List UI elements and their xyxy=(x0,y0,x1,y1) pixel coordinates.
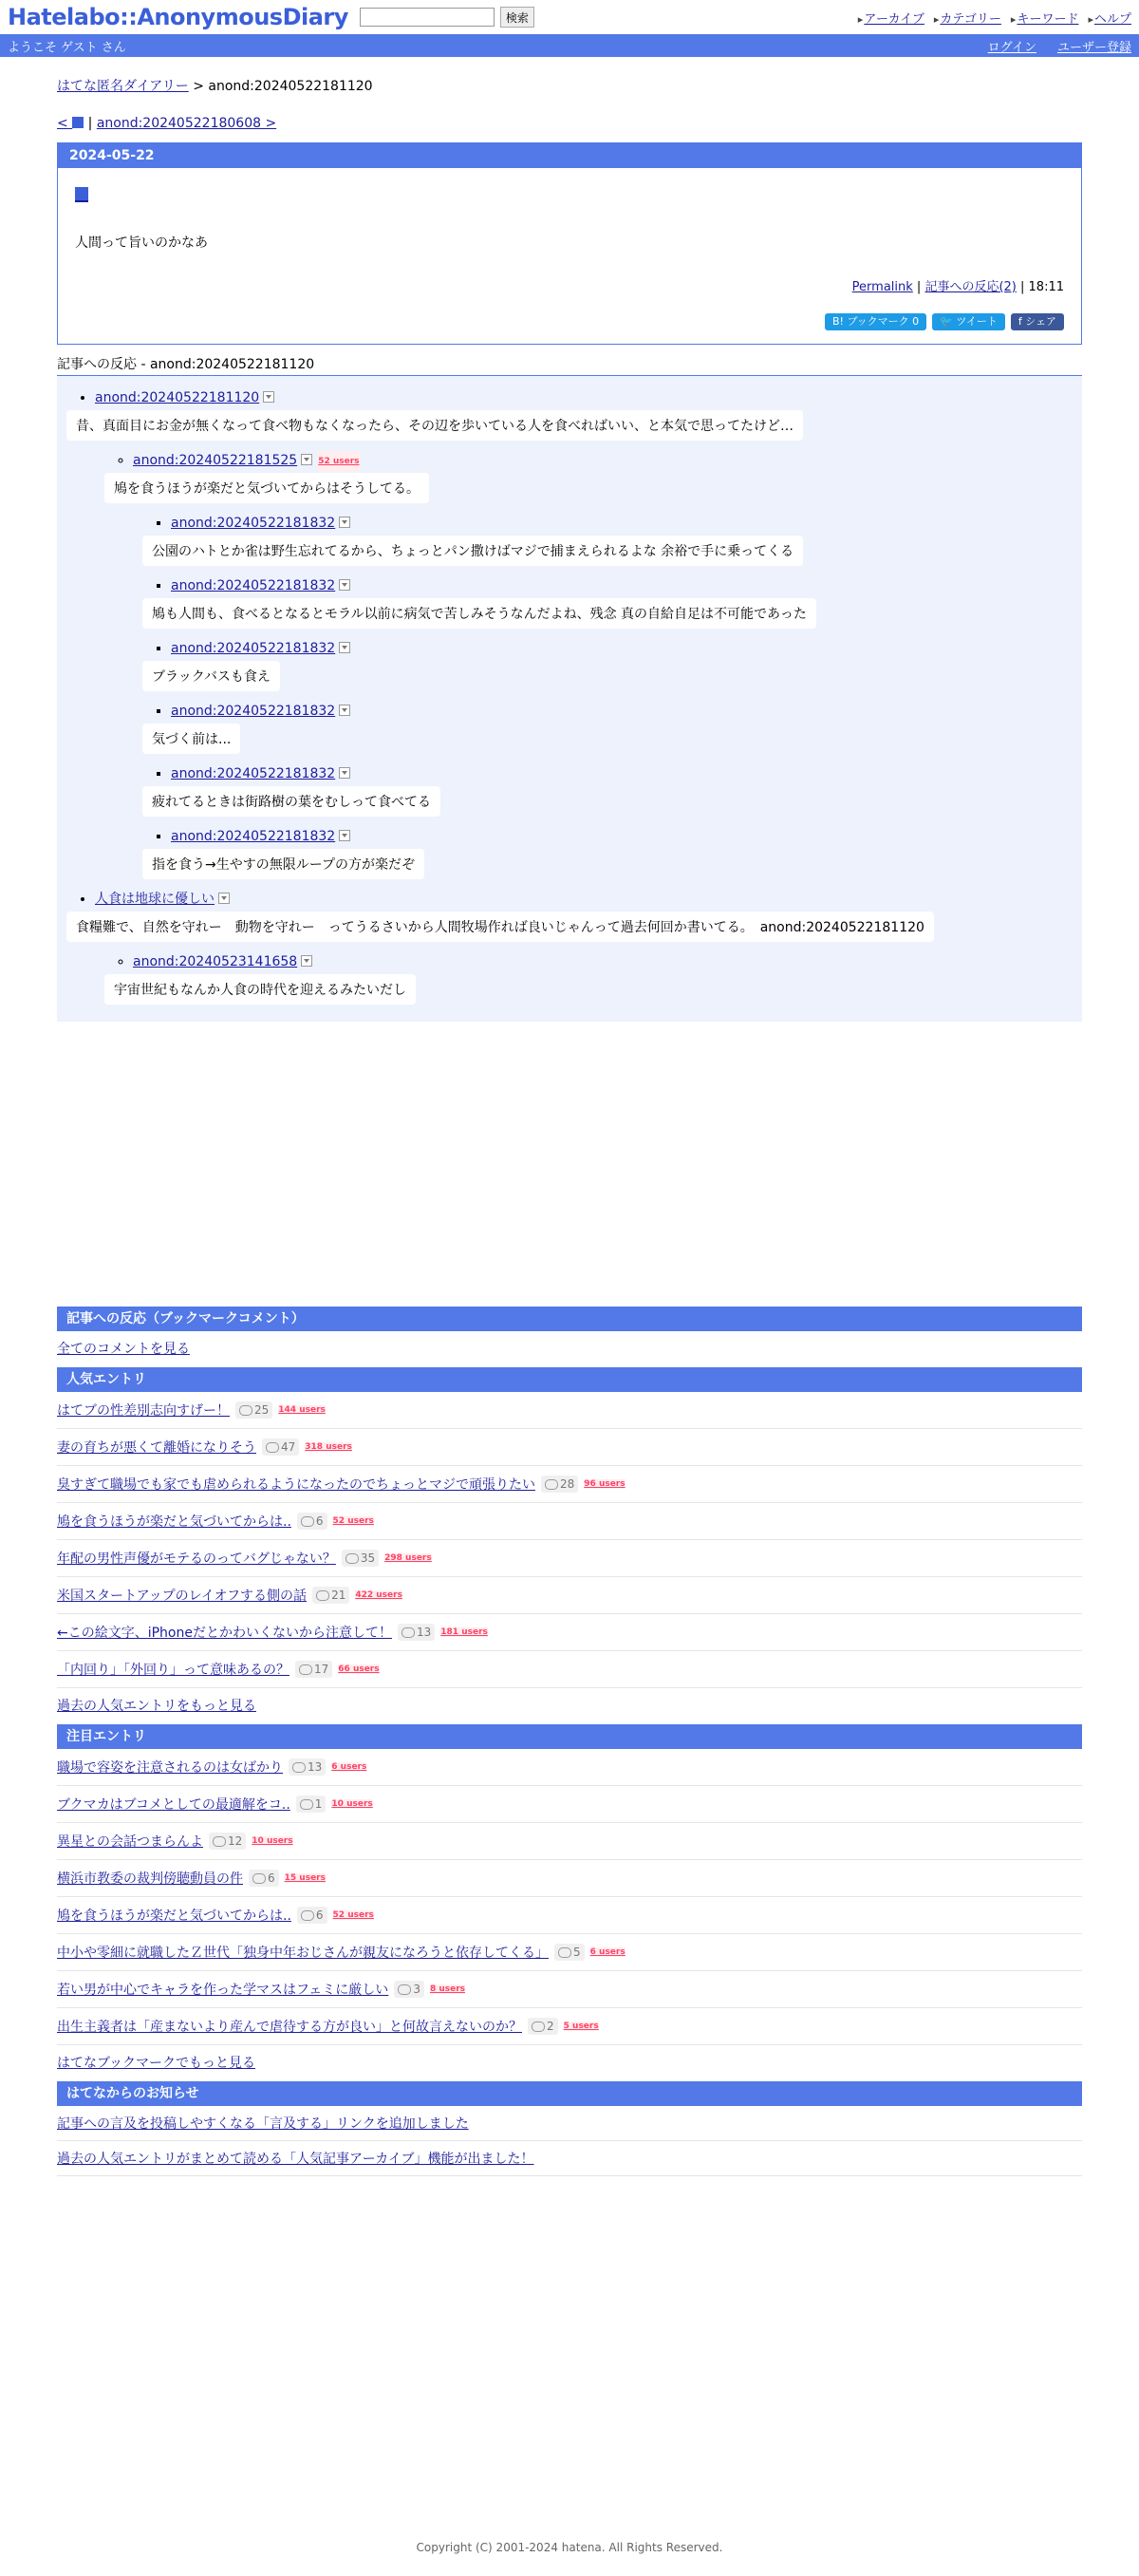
permalink[interactable]: Permalink xyxy=(851,280,913,294)
bookmark-comments-header: 記事への反応（ブックマークコメント） xyxy=(57,1307,1082,1331)
entry-row xyxy=(57,1786,1082,1823)
ref-text: 公園のハトとか雀は野生忘れてるから、ちょっとパン撒けばマジで捕まえられるよな 余裕で手に乗ってくる xyxy=(142,536,803,566)
next-link[interactable]: anond:20240522180608 > xyxy=(96,116,277,131)
entry-title[interactable]: 臭すぎて職場でも家でも虐められるようになったのでちょっとマジで頑張りたい xyxy=(57,1477,535,1493)
comment-count[interactable]: 17 xyxy=(295,1661,332,1678)
copyright: Copyright (C) 2001-2024 hatena. All Rights Reserved. xyxy=(416,2541,723,2554)
comment-icon xyxy=(300,1799,313,1810)
entry-row xyxy=(57,1614,1082,1651)
news-item xyxy=(57,2141,1082,2176)
users-badge[interactable]: 6 users xyxy=(589,1947,626,1957)
all-comments-link[interactable]: 全てのコメントを見る xyxy=(57,1342,190,1357)
news-header: はてなからのお知らせ xyxy=(57,2081,1082,2106)
entry-title[interactable]: 職場で容姿を注意されるのは女ばかり xyxy=(57,1760,283,1776)
ref-item xyxy=(152,575,1082,638)
ref-item xyxy=(76,889,1082,1014)
arrow-icon: ▸ xyxy=(933,12,940,26)
nav-category[interactable]: カテゴリー xyxy=(940,11,1001,27)
dropdown-icon[interactable] xyxy=(339,579,350,591)
hatebu-button[interactable]: B! ブックマーク 0 xyxy=(825,313,926,330)
comment-icon xyxy=(545,1479,558,1490)
comment-icon xyxy=(266,1442,279,1453)
users-badge[interactable]: 10 users xyxy=(331,1799,373,1809)
dropdown-icon[interactable] xyxy=(301,955,312,967)
entry-title[interactable]: 鳩を食うほうが楽だと気づいてからは.. xyxy=(57,1514,291,1530)
ref-text: 指を食う→生やすの無限ループの方が楽だぞ xyxy=(142,849,424,879)
bird-icon: 🐦 xyxy=(940,315,953,328)
nav-archive[interactable]: アーカイブ xyxy=(864,11,924,27)
comment-count[interactable]: 5 xyxy=(554,1944,585,1961)
comment-icon xyxy=(301,1910,314,1921)
entry-row xyxy=(57,1429,1082,1466)
entry-row xyxy=(57,1897,1082,1934)
users-badge[interactable]: 6 users xyxy=(331,1762,367,1772)
entry-title[interactable]: はてブの性差別志向すげー！ xyxy=(57,1403,230,1419)
ref-text: 昔、真面目にお金が無くなって食べ物もなくなったら、その辺を歩いている人を食べればいい、と本気で思ってたけど… xyxy=(66,410,803,441)
prev-link[interactable]: < xyxy=(57,116,84,131)
ref-link[interactable]: 人食は地球に優しい xyxy=(95,892,215,907)
notable-more-link[interactable]: はてなブックマークでもっと見る xyxy=(57,2056,256,2071)
ref-text: 疲れてるときは街路樹の葉をむしって食べてる xyxy=(142,786,440,817)
entry-row xyxy=(57,1823,1082,1860)
entry-row xyxy=(57,1503,1082,1540)
ref-text: 鳩も人間も、食べるとなるとモラル以前に病気で苦しみそうなんだよね、残念 真の自給自足は不可能であった xyxy=(142,598,816,629)
users-badge[interactable]: 66 users xyxy=(338,1664,380,1674)
ref-item xyxy=(152,763,1082,826)
arrow-icon: ▸ xyxy=(857,12,864,26)
comment-count[interactable]: 47 xyxy=(262,1438,299,1456)
entry-date: 2024-05-22 xyxy=(58,143,1081,168)
entry-title[interactable]: 「内回り」「外回り」って意味あるの？ xyxy=(57,1663,289,1678)
dropdown-icon[interactable] xyxy=(301,454,312,465)
notable-header: 注目エントリ xyxy=(57,1724,1082,1749)
site-logo[interactable]: Hatelabo::AnonymousDiary xyxy=(8,4,348,30)
popular-header: 人気エントリ xyxy=(57,1367,1082,1392)
ref-link[interactable]: anond:20240522181832 xyxy=(171,578,336,593)
users-badge[interactable]: 298 users xyxy=(384,1553,432,1563)
dropdown-icon[interactable] xyxy=(339,767,350,779)
dropdown-icon[interactable] xyxy=(339,642,350,653)
entry-footer: Permalink | 記事への反応(2) | 18:11 xyxy=(851,280,1064,294)
ref-link[interactable]: anond:20240522181832 xyxy=(171,766,336,781)
entry-row xyxy=(57,1971,1082,2008)
ref-text: 宇宙世紀もなんか人食の時代を迎えるみたいだし xyxy=(104,974,416,1005)
popular-more-link[interactable]: 過去の人気エントリをもっと見る xyxy=(57,1699,256,1714)
comment-count[interactable]: 13 xyxy=(398,1624,435,1641)
square-icon xyxy=(72,117,84,128)
entry-title[interactable]: 異星との会話つまらんよ xyxy=(57,1834,203,1850)
comment-icon xyxy=(301,1516,314,1527)
users-badge[interactable]: 144 users xyxy=(278,1405,326,1415)
users-badge[interactable]: 15 users xyxy=(284,1873,326,1883)
dropdown-icon[interactable] xyxy=(339,705,350,716)
users-badge[interactable]: 52 users xyxy=(332,1516,374,1526)
comment-icon xyxy=(252,1873,266,1884)
entry-title[interactable]: ←この絵文字、iPhoneだとかわいくないから注意して！ xyxy=(57,1626,392,1641)
entry-row xyxy=(57,1934,1082,1971)
entry-title[interactable]: 横浜市教委の裁判傍聴動員の件 xyxy=(57,1871,243,1887)
comment-count[interactable]: 6 xyxy=(249,1870,279,1887)
users-badge[interactable]: 181 users xyxy=(440,1627,488,1637)
comment-icon xyxy=(398,1984,411,1995)
entry-title[interactable]: 鳩を食うほうが楽だと気づいてからは.. xyxy=(57,1908,291,1924)
users-badge[interactable]: 5 users xyxy=(563,2021,599,2031)
entry-row xyxy=(57,1392,1082,1429)
pager: < | anond:20240522180608 > xyxy=(57,116,277,131)
ad-space xyxy=(57,1022,1082,1307)
users-badge[interactable]: 10 users xyxy=(252,1836,293,1846)
ref-item xyxy=(152,826,1082,889)
comment-icon xyxy=(345,1553,359,1564)
refs-link[interactable]: 記事への反応(2) xyxy=(924,280,1017,294)
users-badge[interactable]: 8 users xyxy=(429,1984,466,1994)
popular-list xyxy=(57,1392,1082,1688)
nav-help[interactable]: ヘルプ xyxy=(1093,11,1131,27)
comment-icon xyxy=(401,1627,415,1638)
entry-title-link[interactable] xyxy=(75,187,88,202)
entry-title[interactable]: 年配の男性声優がモテるのってバグじゃない？ xyxy=(57,1551,336,1567)
breadcrumb-home[interactable]: はてな匿名ダイアリー xyxy=(57,79,189,94)
entry-row xyxy=(57,1466,1082,1503)
users-badge[interactable]: 52 users xyxy=(318,451,359,472)
comment-icon xyxy=(292,1762,306,1773)
ref-item xyxy=(152,513,1082,575)
users-badge[interactable]: 52 users xyxy=(332,1910,374,1920)
ref-text: 鳩を食うほうが楽だと気づいてからはそうしてる。 xyxy=(104,473,429,503)
welcome-text: ようこそ ゲスト さん xyxy=(8,40,126,55)
register-link[interactable]: ユーザー登録 xyxy=(1056,40,1131,55)
ref-item xyxy=(114,951,1082,1014)
entry-title[interactable]: 中小や零細に就職したＺ世代「独身中年おじさんが親友になろうと依存してくる」 xyxy=(57,1946,549,1961)
ref-text: ブラックバスも食え xyxy=(142,661,280,691)
entry-title[interactable]: ブクマカはブコメとしての最適解をコ.. xyxy=(57,1797,290,1813)
comment-count[interactable]: 25 xyxy=(235,1401,272,1419)
refs-title: 記事への反応 - anond:20240522181120 xyxy=(57,354,1082,376)
arrow-icon: ▸ xyxy=(1088,12,1093,26)
comment-count[interactable]: 28 xyxy=(541,1476,578,1493)
entry-body: 人間って旨いのかなあ xyxy=(75,235,208,251)
news-item xyxy=(57,2106,1082,2141)
entry-row xyxy=(57,2008,1082,2045)
comment-count[interactable]: 13 xyxy=(289,1758,326,1776)
breadcrumb: はてな匿名ダイアリー > anond:20240522181120 xyxy=(57,79,373,94)
top-nav xyxy=(858,9,1131,27)
ref-text: 食糧難で、自然を守れー 動物を守れー ってうるさいから人間牧場作れば良いじゃんって過去何回か書いてる。 anond:20240522181120 xyxy=(66,912,934,942)
users-badge[interactable]: 422 users xyxy=(355,1590,402,1600)
entry-row xyxy=(57,1860,1082,1897)
comment-icon xyxy=(213,1836,226,1847)
breadcrumb-current: anond:20240522181120 xyxy=(208,79,373,94)
main-content xyxy=(57,57,1082,2176)
ref-text: 気づく前は... xyxy=(142,724,240,754)
users-badge[interactable]: 318 users xyxy=(305,1442,352,1452)
comment-icon xyxy=(239,1405,252,1416)
ref-link[interactable]: anond:20240522181525 xyxy=(133,453,298,468)
entry-time: 18:11 xyxy=(1028,280,1064,294)
entry-title[interactable]: 若い男が中心でキャラを作った学マスはフェミに厳しい xyxy=(57,1983,389,1998)
facebook-icon: f xyxy=(1018,315,1022,328)
diary-entry xyxy=(57,142,1082,345)
entry-title[interactable]: 妻の育ちが悪くて離婚になりそう xyxy=(57,1440,256,1456)
comment-icon xyxy=(532,2021,545,2032)
welcome-bar xyxy=(0,34,1139,57)
dropdown-icon[interactable] xyxy=(339,517,350,528)
top-bar xyxy=(0,0,1139,34)
entry-row xyxy=(57,1540,1082,1577)
comment-count[interactable]: 2 xyxy=(528,2018,558,2035)
login-link[interactable]: ログイン xyxy=(987,40,1036,55)
dropdown-icon[interactable] xyxy=(339,830,350,841)
search-input[interactable] xyxy=(360,8,495,27)
search-button[interactable]: 検索 xyxy=(500,7,534,28)
comment-icon xyxy=(316,1590,329,1601)
entry-row xyxy=(57,1577,1082,1614)
notable-list xyxy=(57,1749,1082,2045)
nav-keyword[interactable]: キーワード xyxy=(1017,11,1079,27)
ref-link[interactable]: anond:20240522181832 xyxy=(171,516,336,531)
ref-link[interactable]: anond:20240522181120 xyxy=(95,390,260,405)
comment-count[interactable]: 6 xyxy=(297,1907,327,1924)
comment-count[interactable]: 3 xyxy=(394,1981,424,1998)
tweet-button[interactable]: 🐦 ツイート xyxy=(932,313,1005,330)
ref-link[interactable]: anond:20240522181832 xyxy=(171,704,336,719)
refs-tree xyxy=(57,376,1082,1022)
comment-icon xyxy=(299,1664,312,1675)
entry-row xyxy=(57,1651,1082,1688)
arrow-icon: ▸ xyxy=(1010,12,1017,26)
entry-title[interactable]: 出生主義者は「産まないより産んで虐待する方が良い」と何故言えないのか？ xyxy=(57,2020,522,2035)
comment-count[interactable]: 21 xyxy=(312,1587,349,1604)
users-badge[interactable]: 96 users xyxy=(584,1479,626,1489)
news-link[interactable]: 記事への言及を投稿しやすくなる「言及する」リンクを追加しました xyxy=(57,2116,469,2132)
comment-count[interactable]: 1 xyxy=(296,1796,327,1813)
comment-count[interactable]: 12 xyxy=(209,1833,246,1850)
ref-item xyxy=(152,638,1082,701)
comment-icon xyxy=(558,1947,571,1958)
facebook-share-button[interactable]: f シェア xyxy=(1011,313,1064,330)
entry-title[interactable]: 米国スタートアップのレイオフする側の話 xyxy=(57,1589,308,1604)
ref-item xyxy=(152,701,1082,763)
ref-item xyxy=(114,450,1082,889)
ref-link[interactable]: anond:20240523141658 xyxy=(133,954,298,969)
dropdown-icon[interactable] xyxy=(218,893,230,904)
comment-count[interactable]: 35 xyxy=(342,1550,379,1567)
ref-item xyxy=(76,387,1082,889)
comment-count[interactable]: 6 xyxy=(297,1513,327,1530)
share-buttons xyxy=(75,313,1064,330)
news-link[interactable]: 過去の人気エントリがまとめて読める「人気記事アーカイブ」機能が出ました！ xyxy=(57,2152,534,2167)
ref-link[interactable]: anond:20240522181832 xyxy=(171,829,336,844)
ref-link[interactable]: anond:20240522181832 xyxy=(171,641,336,656)
entry-row xyxy=(57,1749,1082,1786)
dropdown-icon[interactable] xyxy=(263,391,274,403)
